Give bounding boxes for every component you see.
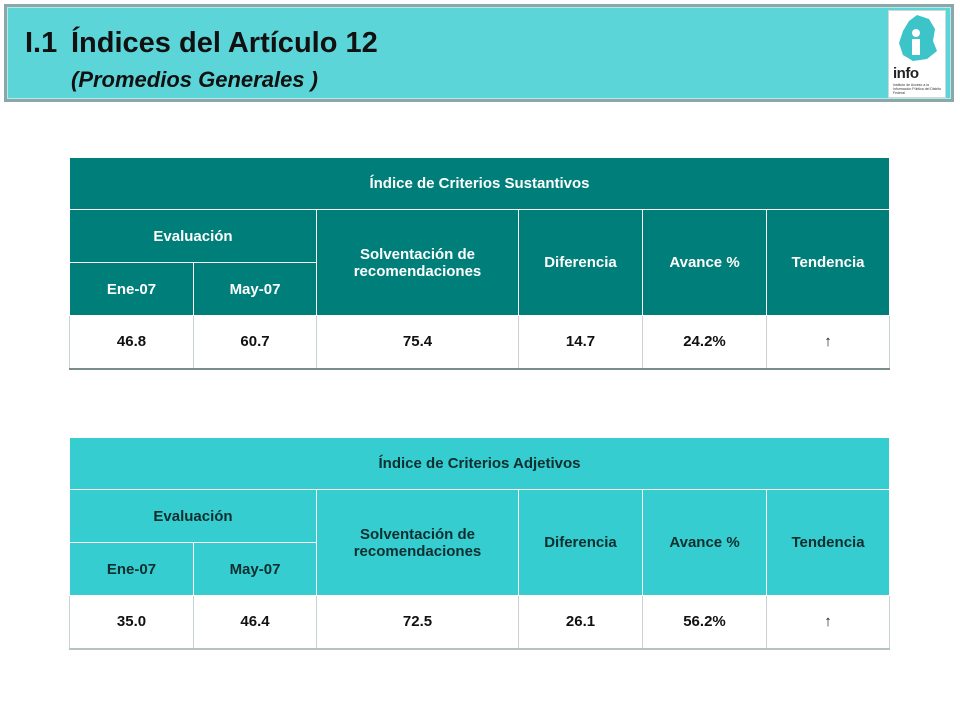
value-ene: 46.8: [70, 316, 194, 369]
trend-up-arrow-icon: ↑: [767, 316, 890, 369]
header-tendencia: Tendencia: [767, 210, 890, 316]
header-solventacion: Solventación de recomendaciones: [317, 210, 519, 316]
value-solventacion: 72.5: [317, 596, 519, 649]
value-ene: 35.0: [70, 596, 194, 649]
value-avance: 56.2%: [643, 596, 767, 649]
logo-caption: Instituto de Acceso a la Información Pública del Distrito Federal: [893, 83, 942, 95]
table-criterios-sustantivos: [69, 157, 890, 370]
value-may: 60.7: [194, 316, 317, 369]
header-avance: Avance %: [643, 210, 767, 316]
infodf-logo: [888, 10, 946, 98]
header-avance: Avance %: [643, 490, 767, 596]
header-diferencia: Diferencia: [519, 210, 643, 316]
trend-up-arrow-icon: ↑: [767, 596, 890, 649]
table-title: Índice de Criterios Adjetivos: [70, 438, 890, 490]
header-tendencia: Tendencia: [767, 490, 890, 596]
header-ene: Ene-07: [70, 543, 194, 596]
page-title: Índices del Artículo 12: [71, 27, 378, 59]
table-title: Índice de Criterios Sustantivos: [70, 158, 890, 210]
table-criterios-adjetivos: [69, 437, 890, 650]
page-subtitle: (Promedios Generales ): [71, 67, 318, 92]
header-ene: Ene-07: [70, 263, 194, 316]
section-number: I.1: [25, 27, 58, 59]
value-avance: 24.2%: [643, 316, 767, 369]
header-may: May-07: [194, 263, 317, 316]
value-solventacion: 75.4: [317, 316, 519, 369]
title-banner: [4, 4, 954, 102]
header-evaluacion: Evaluación: [70, 490, 317, 543]
value-diferencia: 14.7: [519, 316, 643, 369]
header-solventacion: Solventación de recomendaciones: [317, 490, 519, 596]
header-may: May-07: [194, 543, 317, 596]
header-diferencia: Diferencia: [519, 490, 643, 596]
header-evaluacion: Evaluación: [70, 210, 317, 263]
value-diferencia: 26.1: [519, 596, 643, 649]
map-logo-icon: [889, 11, 945, 67]
logo-text: info: [893, 65, 919, 82]
value-may: 46.4: [194, 596, 317, 649]
